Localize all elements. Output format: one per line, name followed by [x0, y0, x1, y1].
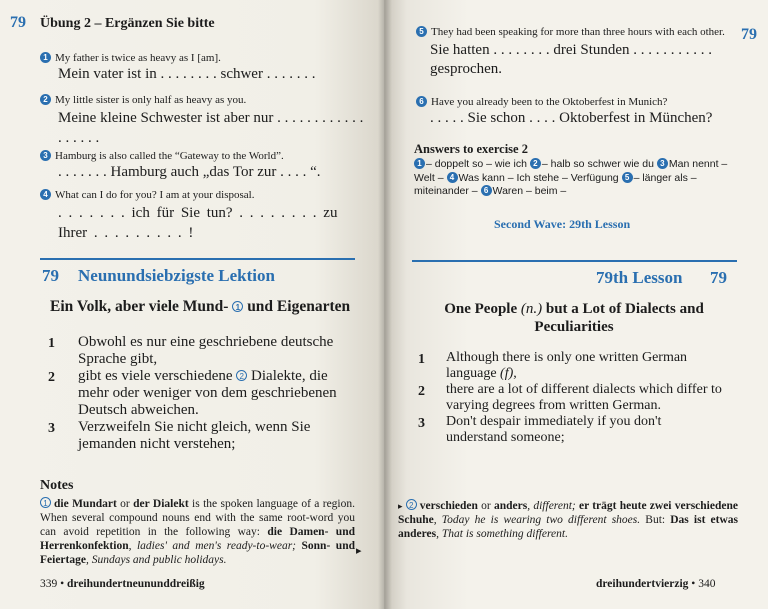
answer-badge: 5	[622, 172, 633, 183]
english-sentence: Hamburg is also called the “Gateway to the World”.	[55, 150, 284, 162]
lesson-number-en: 79	[710, 268, 727, 287]
answer-text: – länger als – miteinander –	[414, 171, 697, 197]
exercise-item-2	[40, 94, 365, 148]
subtitle-gender: (n.)	[520, 301, 543, 317]
note-translation: , That is something different.	[436, 528, 568, 540]
german-sentence: . . . . . . . Hamburg auch „das Tor zur . . . . “.	[58, 164, 321, 180]
note-marker: 2	[406, 499, 417, 510]
line-number: 3	[48, 421, 55, 436]
german-sentence: Sie hatten . . . . . . . . drei Stunden . . . . . . . . . . . gesprochen.	[430, 42, 713, 77]
exercise-item-4	[40, 189, 360, 243]
english-sentence: My father is twice as heavy as I [am].	[55, 52, 221, 64]
lesson-number: 79	[42, 266, 59, 285]
answer-badge: 3	[657, 158, 668, 169]
answer-badge: 1	[414, 158, 425, 169]
dialogue-line-1: Obwohl es nur eine geschriebene deutsche Sprache gibt,	[78, 334, 334, 367]
subtitle-part: One People	[444, 301, 518, 317]
german-sentence: Meine kleine Schwester ist aber nur . . . . . . . . . . . . . . . . . .	[58, 110, 364, 146]
answer-text: – doppelt so – wie ich	[426, 158, 527, 170]
note-2	[398, 499, 738, 541]
english-sentence: Have you already been to the Oktoberfest in Munich?	[431, 96, 668, 108]
line-gender: (f)	[500, 366, 514, 381]
line-number: 3	[418, 416, 425, 431]
footer-bullet: •	[691, 578, 696, 590]
line-text: Although there is only one written German language	[446, 350, 688, 381]
dialogue-line-3: Verzweifeln Sie nicht gleich, wenn Sie jemanden nicht verstehen;	[78, 419, 311, 452]
answer-badge: 2	[530, 158, 541, 169]
footer-page-number: 339	[40, 578, 58, 590]
note-text: or	[116, 498, 134, 510]
lesson-divider	[40, 258, 355, 260]
footer-left	[40, 578, 205, 590]
note-term: verschieden	[419, 500, 478, 512]
german-sentence: . . . . . Sie schon . . . . Oktoberfest in München?	[430, 110, 713, 126]
line-text: Dialekte, die mehr oder weniger von dem geschriebenen Deutsch abweichen.	[78, 368, 337, 418]
item-number-badge: 6	[416, 96, 427, 107]
note-1	[40, 497, 355, 567]
answers-list	[414, 158, 734, 199]
answer-badge: 4	[447, 172, 458, 183]
german-sentence: Mein vater ist in . . . . . . . . schwer . . . . . . .	[58, 66, 316, 82]
book-spine-shadow	[378, 0, 392, 609]
right-page	[384, 0, 768, 609]
english-sentence: What can I do for you? I am at your disposal.	[55, 189, 255, 201]
footer-right	[596, 578, 715, 590]
note-translation: , Sundays and public holidays.	[85, 554, 227, 566]
footer-bullet: •	[60, 578, 65, 590]
line-number: 1	[418, 352, 425, 367]
exercise-item-1	[40, 52, 360, 83]
note-term: er trägt heute zwei verschiedene Schuhe	[398, 500, 738, 526]
footer-page-number: 340	[698, 578, 716, 590]
note-text: But:	[640, 514, 671, 526]
note-text: or	[477, 500, 494, 512]
item-number-badge: 3	[40, 150, 51, 161]
english-sentence: My little sister is only half as heavy as you.	[55, 94, 247, 106]
translation-line-3: Don't despair immediately if you don't understand someone;	[446, 414, 662, 445]
note-marker: 1	[232, 301, 243, 312]
item-number-badge: 4	[40, 189, 51, 200]
note-arrow-icon: ▸	[398, 501, 403, 511]
answer-text: Man nennt – Welt –	[414, 158, 728, 184]
translation-line-2: there are a lot of different dialects which differ to varying degrees from written German.	[446, 382, 722, 413]
note-term: die Damen- und Herrenkonfektion	[40, 526, 355, 552]
english-sentence: They had been speaking for more than three hours with each other.	[431, 26, 725, 38]
lesson-title: Neunundsiebzigste Lektion	[78, 266, 275, 285]
exercise-title: Übung 2 – Ergänzen Sie bitte	[40, 16, 215, 31]
subtitle-part: but a Lot of Dialects and Peculiarities	[534, 301, 704, 335]
note-translation: , different;	[527, 500, 579, 512]
page-number-left-top: 79	[10, 14, 26, 31]
note-term: der Dialekt	[133, 498, 189, 510]
item-number-badge: 1	[40, 52, 51, 63]
note-term: die Mundart	[54, 498, 117, 510]
item-number-badge: 5	[416, 26, 427, 37]
line-number: 2	[48, 370, 55, 385]
footer-word: dreihundertneununddreißig	[67, 578, 205, 590]
line-text: gibt es viele verschiedene	[78, 368, 233, 384]
answer-text: Waren – beim –	[492, 185, 567, 197]
subtitle-part: Ein Volk, aber viele Mund-	[50, 298, 229, 315]
line-text: ,	[513, 366, 517, 381]
exercise-item-3	[40, 150, 365, 181]
notes-heading: Notes	[40, 478, 74, 493]
exercise-item-6	[416, 96, 736, 127]
note-translation: , Today he is wearing two different shoes.	[433, 514, 641, 526]
answer-text: – halb so schwer wie du	[541, 158, 654, 170]
exercise-item-5	[416, 26, 726, 79]
lesson-subtitle-en	[424, 300, 724, 336]
answer-text: Was kann – Ich stehe – Verfügung	[458, 171, 619, 184]
german-sentence: . . . . . . . ich für Sie tun? . . . . . . . . zu Ihrer . . . . . . . . . !	[58, 205, 338, 241]
answer-badge: 6	[481, 185, 492, 196]
translation-line-1	[446, 350, 726, 382]
note-text: is the spoken language of a region. When several compound nouns end with the same root-word you can avoid repetition in the following way:	[40, 498, 356, 538]
continue-arrow-icon: ▸	[356, 545, 362, 557]
note-term: anders	[494, 500, 528, 512]
lesson-subtitle	[50, 298, 350, 316]
answers-heading: Answers to exercise 2	[414, 142, 528, 156]
note-marker: 1	[40, 497, 51, 508]
note-translation: , ladies' and men's ready-to-wear;	[128, 540, 296, 552]
note-term: Das ist etwas anderes	[398, 514, 739, 540]
second-wave-note: Second Wave: 29th Lesson	[494, 217, 631, 231]
line-number: 1	[48, 336, 55, 351]
note-marker: 2	[236, 370, 247, 381]
dialogue-line-2	[78, 368, 358, 419]
line-number: 2	[418, 384, 425, 399]
subtitle-part: und Eigenarten	[247, 298, 351, 315]
footer-word: dreihundertvierzig	[596, 578, 689, 590]
item-number-badge: 2	[40, 94, 51, 105]
lesson-title-en: 79th Lesson	[596, 268, 683, 287]
note-term: Sonn- und Feiertage	[40, 540, 355, 566]
lesson-divider	[412, 260, 737, 262]
page-number-right-top: 79	[741, 26, 757, 43]
